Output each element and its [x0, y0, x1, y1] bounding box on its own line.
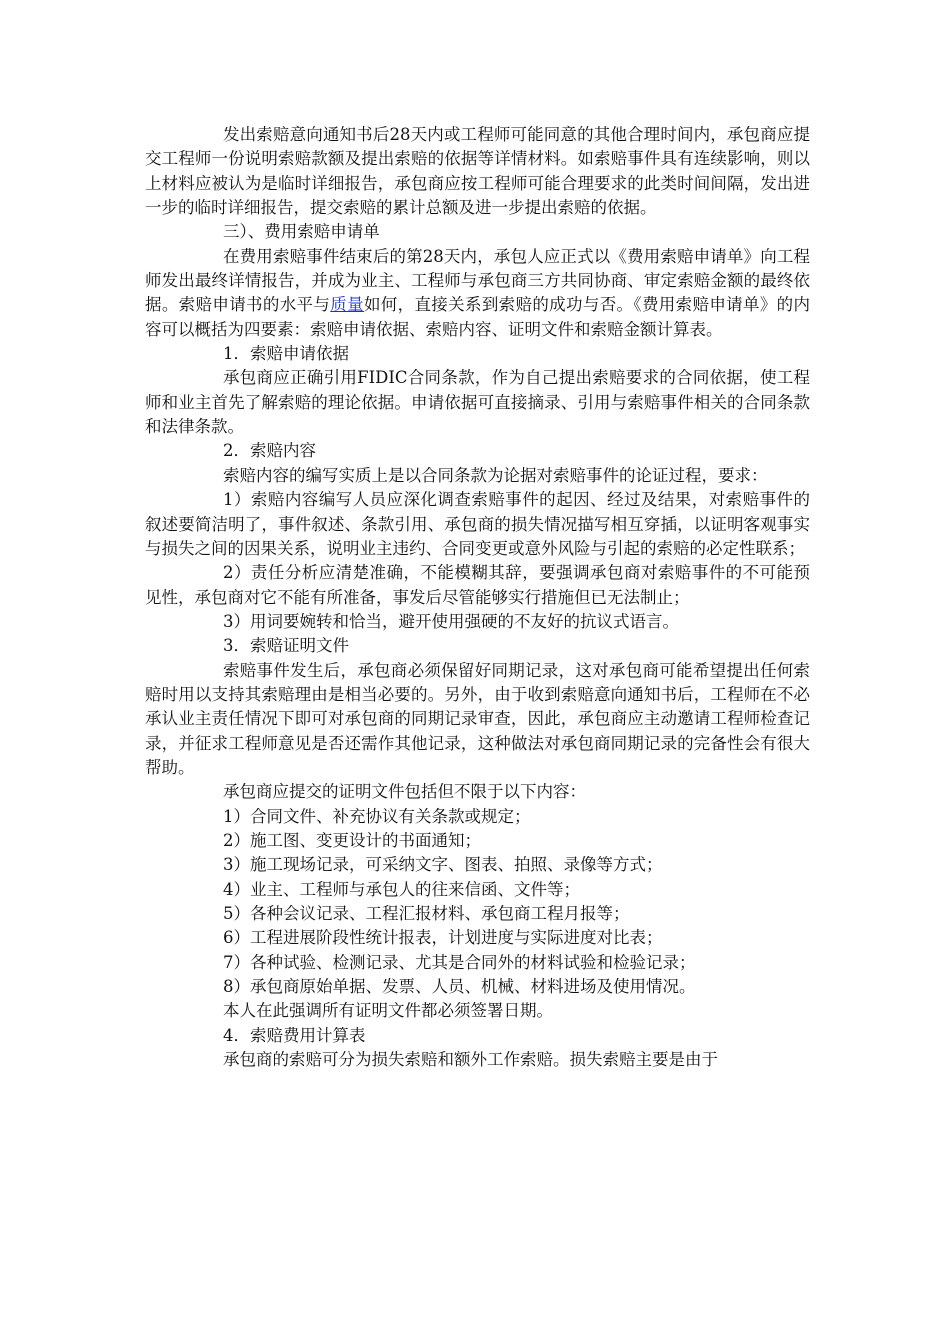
evidence-list-item: 5）各种会议记录、工程汇报材料、承包商工程月报等；: [223, 904, 630, 923]
paragraph-claim-content: 索赔内容的编写实质上是以合同条款为论据对索赔事件的论证过程，要求：: [223, 465, 768, 485]
evidence-list-item: 2）施工图、变更设计的书面通知；: [223, 830, 481, 850]
subheading-claim-evidence: 3．索赔证明文件: [223, 636, 349, 656]
paragraph-text: 如何，直接关系到索赔的成功与否。《费用索赔申请单》的内容可以概括为四要素：索赔申请依据、索赔内容、证明文件和索赔金额计算表。: [145, 295, 811, 339]
paragraph-evidence-intro: 承包商应提交的证明文件包括但不限于以下内容：: [223, 782, 586, 802]
quality-link[interactable]: 质量: [330, 295, 364, 315]
subheading-cost-calculation: 4．索赔费用计算表: [223, 1025, 366, 1045]
evidence-list-item: 6）工程进展阶段性统计报表，计划进度与实际进度对比表；: [223, 928, 663, 948]
evidence-list-item: 8）承包商原始单据、发票、人员、机械、材料进场及使用情况。: [223, 977, 696, 997]
paragraph-text: 在费用索赔事件结束后的第28天内，承包人应正式以《费用索赔申请单》向工程师发出最终详情报告，并成为业主、工程师与承包商三方共同协商、审定索赔金额的最终依据。索赔申请书的水平与: [145, 246, 810, 315]
subheading-claim-basis: 1．索赔申请依据: [223, 344, 349, 364]
requirement-item: 1）索赔内容编写人员应深化调查索赔事件的起因、经过及结果，对索赔事件的叙述要简洁明了，事件叙述、条款引用、承包商的损失情况描写相互穿插，以证明客观事实与损失之间的因果关系，说明业主违约、合同变更或意外风险与引起的索赔的必定性联系；: [145, 490, 810, 558]
paragraph-claim-evidence: 索赔事件发生后，承包商必须保留好同期记录，这对承包商可能希望提出任何索赔时用以支持其索赔理由是相当必要的。另外，由于收到索赔意向通知书后，工程师在不必承认业主责任情况下即可对承包商的同期记录审查，因此，承包商应主动邀请工程师检查记录，并征求工程师意见是否还需作其他记录，这种做法对承包商同期记录的完备性会有很大帮助。: [145, 660, 810, 777]
document-body: [145, 123, 810, 1072]
subheading-claim-content: 2．索赔内容: [223, 441, 316, 461]
paragraph-cost-claim-form: [145, 245, 810, 342]
paragraph-cost-calculation: 承包商的索赔可分为损失索赔和额外工作索赔。损失索赔主要是由于: [223, 1050, 718, 1070]
paragraph-claim-report: 发出索赔意向通知书后28天内或工程师可能同意的其他合理时间内，承包商应提交工程师一份说明索赔款额及提出索赔的依据等详情材料。如索赔事件具有连续影响，则以上材料应被认为是临时详细报告，承包商应按工程师可能合理要求的此类时间间隔，发出进一步的临时详细报告，提交索赔的累计总额及进一步提出索赔的依据。: [145, 125, 810, 218]
paragraph-claim-basis: 承包商应正确引用FIDIC合同条款，作为自己提出索赔要求的合同依据，使工程师和业主首先了解索赔的理论依据。申请依据可直接摘录、引用与索赔事件相关的合同条款和法律条款。: [145, 368, 810, 437]
evidence-list-item: 7）各种试验、检测记录、尤其是合同外的材料试验和检验记录；: [223, 952, 696, 972]
paragraph-sign-date: 本人在此强调所有证明文件都必须签署日期。: [223, 1001, 553, 1021]
evidence-list-item: 1）合同文件、补充协议有关条款或规定；: [223, 806, 531, 826]
evidence-list-item: 3）施工现场记录，可采纳文字、图表、拍照、录像等方式；: [223, 855, 663, 875]
section-heading-cost-claim-form: 三）、费用索赔申请单: [223, 222, 380, 242]
requirement-item: 2）责任分析应清楚准确，不能模糊其辞，要强调承包商对索赔事件的不可能预见性，承包商对它不能有所准备，事发后尽管能够实行措施但已无法制止；: [145, 563, 810, 607]
evidence-list-item: 4）业主、工程师与承包人的往来信函、文件等；: [223, 879, 580, 899]
requirement-item: 3）用词要婉转和恰当，避开使用强硬的不友好的抗议式语言。: [223, 611, 679, 631]
